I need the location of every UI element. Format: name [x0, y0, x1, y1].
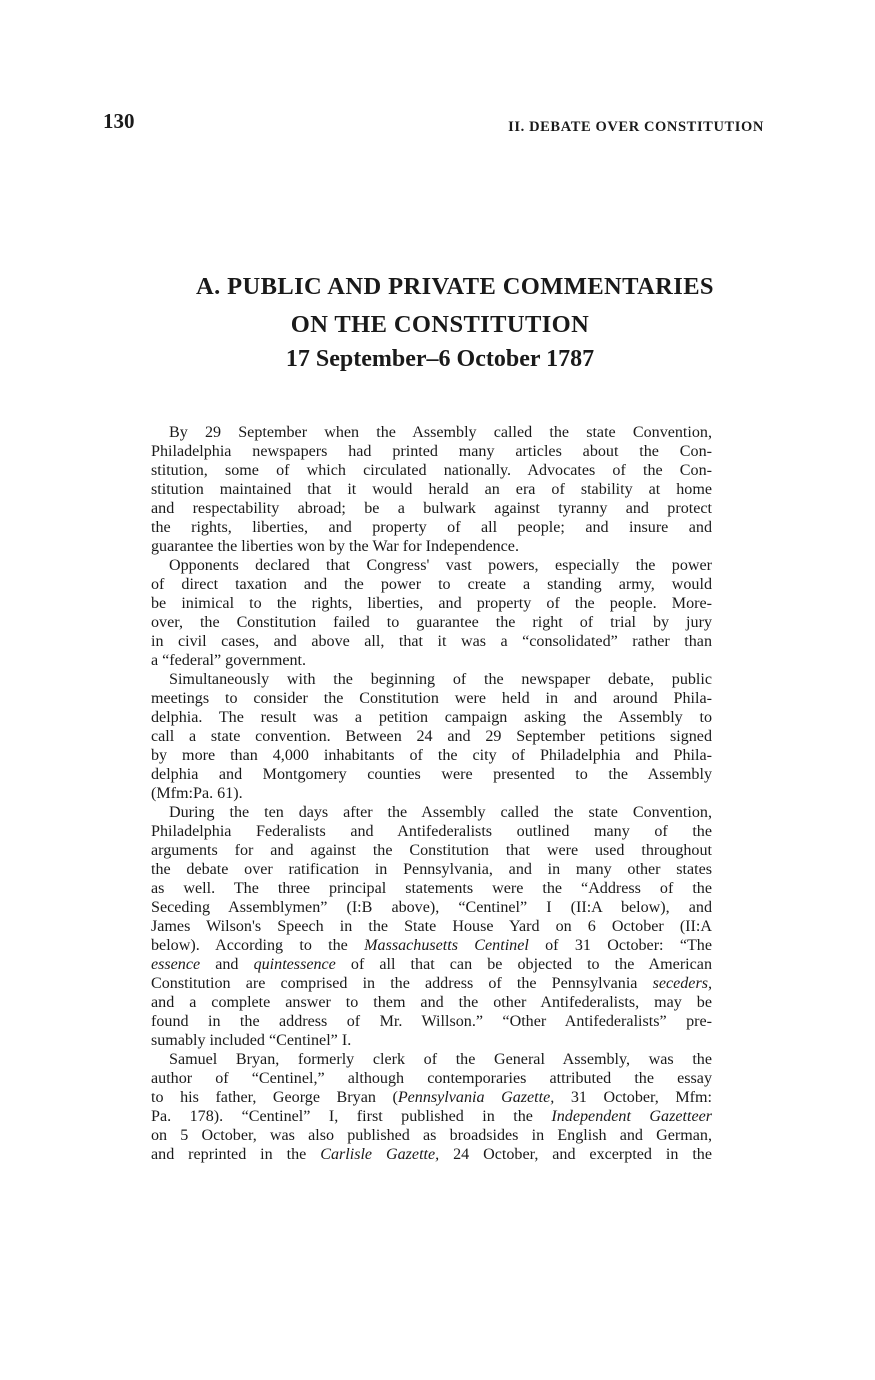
text-line: on 5 October, was also published as broadsides in English and German,: [151, 1127, 712, 1144]
text-line: arguments for and against the Constitution that were used throughout: [151, 842, 712, 859]
text-line: Philadelphia Federalists and Antifederalists outlined many of the: [151, 823, 712, 840]
section-title-line-1: A. PUBLIC AND PRIVATE COMMENTARIES: [196, 273, 714, 300]
text-line: to his father, George Bryan (Pennsylvania Gazette, 31 October, Mfm:: [151, 1089, 712, 1106]
text-line: Simultaneously with the beginning of the newspaper debate, public: [169, 671, 712, 688]
text-line: in civil cases, and above all, that it was a “consolidated” rather than: [151, 633, 712, 650]
text-line: a “federal” government.: [151, 652, 307, 669]
text-line: the rights, liberties, and property of all people; and insure and: [151, 519, 712, 536]
text-line: essence and quintessence of all that can be objected to the American: [151, 956, 712, 973]
paragraph: [151, 556, 712, 670]
text-line: author of “Centinel,” although contemporaries attributed the essay: [151, 1070, 712, 1087]
text-line: guarantee the liberties won by the War for Independence.: [151, 538, 519, 555]
text-line: Philadelphia newspapers had printed many articles about the Con-: [151, 443, 712, 460]
text-line: delphia and Montgomery counties were presented to the Assembly: [151, 766, 712, 783]
paragraph: [151, 423, 712, 556]
text-line: stitution, some of which circulated nationally. Advocates of the Con-: [151, 462, 712, 479]
text-line: sumably included “Centinel” I.: [151, 1032, 352, 1049]
text-line: stitution maintained that it would herald an era of stability at home: [151, 481, 712, 498]
text-line: delphia. The result was a petition campaign asking the Assembly to: [151, 709, 712, 726]
page-number: 130: [103, 109, 135, 133]
text-line: James Wilson's Speech in the State House Yard on 6 October (II:A: [151, 918, 712, 935]
text-line: call a state convention. Between 24 and 29 September petitions signed: [151, 728, 712, 745]
text-line: Constitution are comprised in the address of the Pennsylvania seceders,: [151, 975, 712, 992]
text-line: of direct taxation and the power to create a standing army, would: [151, 576, 712, 593]
text-line: and respectability abroad; be a bulwark against tyranny and protect: [151, 500, 712, 517]
running-head: II. DEBATE OVER CONSTITUTION: [508, 119, 764, 135]
text-line: By 29 September when the Assembly called the state Convention,: [169, 424, 712, 441]
text-line: During the ten days after the Assembly called the state Convention,: [169, 804, 712, 821]
section-title: [120, 268, 760, 344]
text-line: by more than 4,000 inhabitants of the city of Philadelphia and Phila-: [151, 747, 712, 764]
text-line: as well. The three principal statements were the “Address of the: [151, 880, 712, 897]
body-text: [151, 423, 712, 1164]
text-line: Opponents declared that Congress' vast powers, especially the power: [169, 557, 712, 574]
text-line: Pa. 178). “Centinel” I, first published in the Independent Gazetteer: [151, 1108, 712, 1125]
paragraph: [151, 1050, 712, 1164]
section-date-range: 17 September–6 October 1787: [285, 346, 595, 372]
text-line: and a complete answer to them and the other Antifederalists, may be: [151, 994, 712, 1011]
text-line: Seceding Assemblymen” (I:B above), “Centinel” I (II:A below), and: [151, 899, 712, 916]
paragraph: [151, 803, 712, 1050]
text-line: meetings to consider the Constitution were held in and around Phila-: [151, 690, 712, 707]
text-line: Samuel Bryan, formerly clerk of the General Assembly, was the: [169, 1051, 712, 1068]
text-line: found in the address of Mr. Willson.” “Other Antifederalists” pre-: [151, 1013, 712, 1030]
text-line: be inimical to the rights, liberties, and property of the people. More-: [151, 595, 712, 612]
text-line: over, the Constitution failed to guarantee the right of trial by jury: [151, 614, 712, 631]
text-line: (Mfm:Pa. 61).: [151, 785, 243, 802]
section-title-line-2: ON THE CONSTITUTION: [290, 311, 590, 338]
text-line: below). According to the Massachusetts Centinel of 31 October: “The: [151, 937, 712, 954]
paragraph: [151, 670, 712, 803]
text-line: the debate over ratification in Pennsylvania, and in many other states: [151, 861, 712, 878]
text-line: and reprinted in the Carlisle Gazette, 24 October, and excerpted in the: [151, 1146, 712, 1163]
